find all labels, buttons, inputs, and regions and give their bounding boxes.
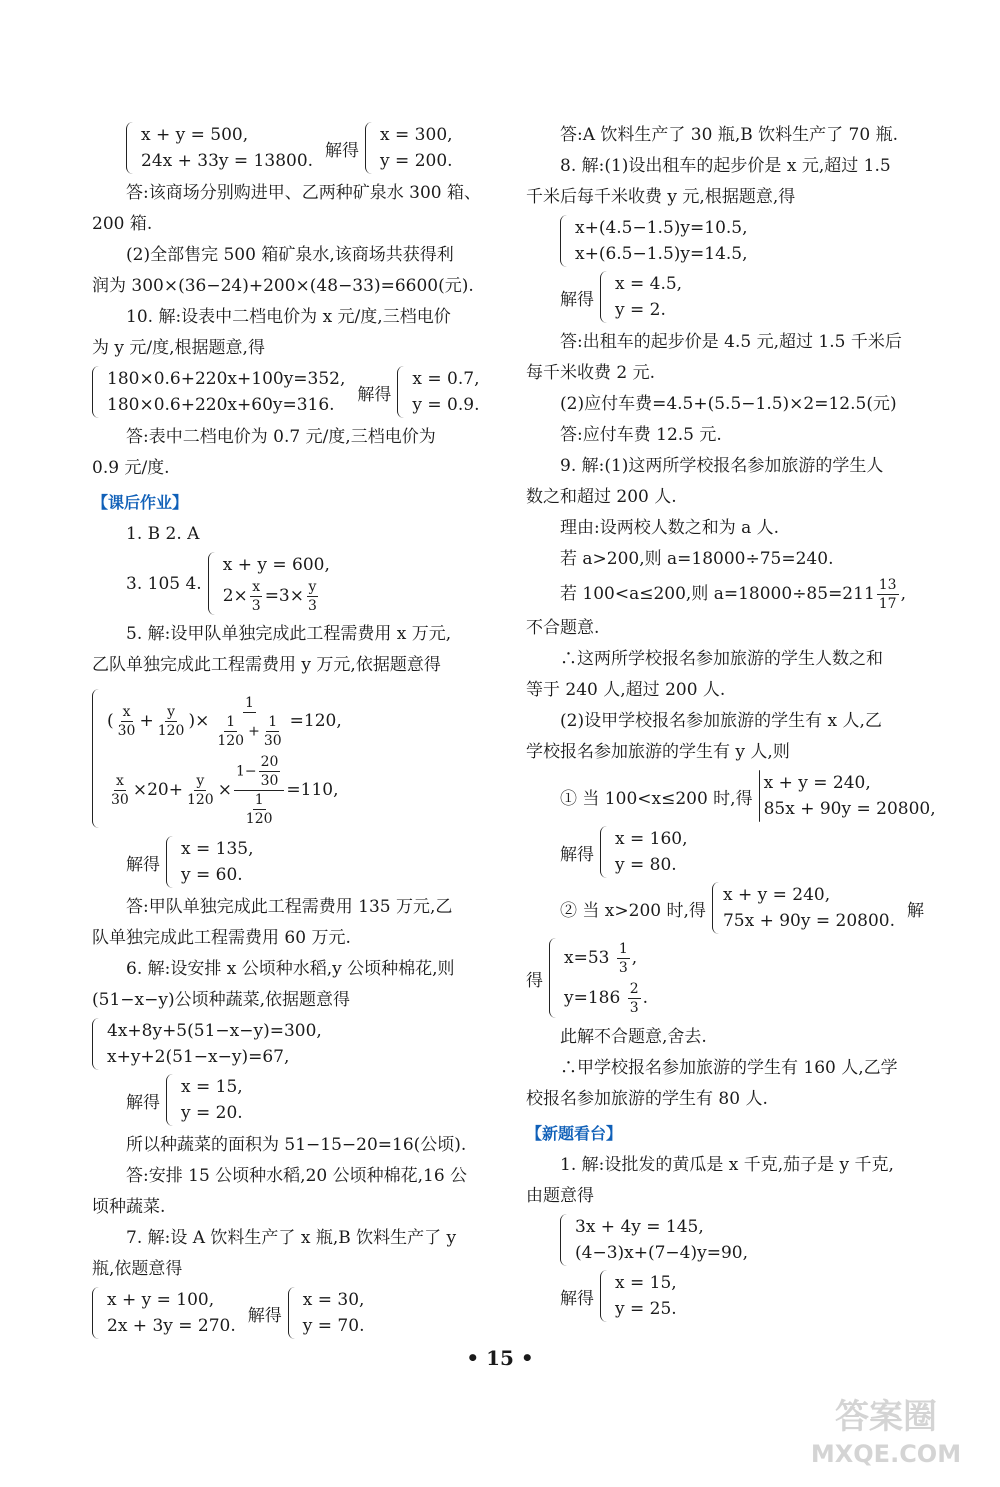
text-line: 为 y 元/度,根据题意,得	[92, 338, 265, 358]
text-line: (2)应付车费=4.5+(5.5−1.5)×2=12.5(元)	[560, 394, 897, 414]
text-line: 8. 解:(1)设出租车的起步价是 x 元,超过 1.5	[560, 156, 891, 176]
text-line: 1. 解:设批发的黄瓜是 x 千克,茄子是 y 千克,	[560, 1155, 894, 1175]
solve-label: 解得	[357, 384, 392, 405]
brace	[560, 1214, 571, 1266]
equation-system	[92, 836, 496, 888]
brace	[712, 882, 719, 934]
brace	[549, 938, 560, 1018]
equation: 75x + 90y = 20800.	[722, 911, 895, 931]
brace	[208, 552, 219, 615]
equation: 3x + 4y = 145,	[575, 1217, 704, 1237]
equation: y = 60.	[181, 865, 243, 885]
equation-system	[92, 1287, 496, 1339]
equation: x+(6.5−1.5)y=14.5,	[575, 244, 748, 264]
equation-system	[526, 882, 930, 934]
text-line: 200 箱.	[92, 214, 153, 234]
text-line: 此解不合题意,舍去.	[560, 1027, 707, 1047]
equation-system	[526, 1270, 930, 1322]
equation: x = 300,	[380, 125, 453, 145]
brace	[92, 366, 103, 418]
text-line: (2)设甲学校报名参加旅游的学生有 x 人,乙	[560, 711, 882, 731]
svg-text:答案圈: 答案圈	[835, 1397, 937, 1437]
equation: 180×0.6+220x+60y=316.	[107, 395, 335, 415]
text-line: 等于 240 人,超过 200 人.	[526, 680, 726, 700]
svg-text:MXQE.COM: MXQE.COM	[810, 1440, 962, 1468]
text-line: 答:安排 15 公顷种水稻,20 公顷种棉花,16 公	[126, 1166, 468, 1186]
solve-label: 解得	[126, 1092, 160, 1113]
text-line: 答:表中二档电价为 0.7 元/度,三档电价为	[126, 427, 436, 447]
equation-system	[526, 215, 930, 267]
section-heading: 【课后作业】	[92, 493, 189, 512]
text-line: 千米后每千米收费 y 元,根据题意,得	[526, 187, 796, 207]
equation: x = 0.7,	[412, 369, 480, 389]
equation: 4x+8y+5(51−x−y)=300,	[107, 1021, 322, 1041]
text-line: 队单独完成此工程需费用 60 万元.	[92, 928, 351, 948]
text-line: 理由:设两校人数之和为 a 人.	[560, 518, 780, 538]
equation-system	[526, 1214, 930, 1266]
equation: y = 0.9.	[412, 395, 480, 415]
text-line: 答:该商场分别购进甲、乙两种矿泉水 300 箱、	[126, 183, 481, 203]
section-heading: 【新题看台】	[526, 1124, 623, 1143]
equation: x + y = 240,	[722, 885, 831, 905]
equation: x = 30,	[302, 1290, 365, 1310]
brace	[166, 1074, 177, 1126]
text-line: 所以种蔬菜的面积为 51−15−20=16(公顷).	[126, 1135, 467, 1155]
text-line: 5. 解:设甲队单独完成此工程需费用 x 万元,	[126, 624, 452, 644]
equation-system	[526, 770, 936, 822]
brace	[600, 1270, 611, 1322]
text-line: (51−x−y)公顷种蔬菜,依据题意得	[92, 990, 350, 1010]
text-line: 7. 解:设 A 饮料生产了 x 瓶,B 饮料生产了 y	[126, 1228, 457, 1248]
equation: x = 160,	[615, 829, 688, 849]
text-line: 答:甲队单独完成此工程需费用 135 万元,乙	[126, 897, 453, 917]
equation-system	[92, 552, 496, 615]
brace	[600, 826, 611, 878]
text-line: ∴甲学校报名参加旅游的学生有 160 人,乙学	[560, 1058, 898, 1078]
equation: y = 2.	[615, 300, 666, 320]
solve-label: 解得	[247, 1305, 282, 1326]
equation: $\frac{x}{30}$ ×20+ $\frac{y}{120}$ × 1− $\frac{20}{30}$ $\frac{1}{120}$ =110,	[111, 754, 339, 827]
equation: x = 135,	[181, 839, 254, 859]
equation: ( $\frac{x}{30}$ + $\frac{y}{120}$ )× 1 $\frac{1}{120}$ + $\frac{1}{30}$ =120,	[107, 694, 342, 749]
equation: x+y+2(51−x−y)=67,	[107, 1047, 290, 1067]
brace	[600, 271, 611, 323]
equation: 24x + 33y = 13800.	[141, 151, 314, 171]
equation-system	[92, 1018, 496, 1070]
text-line: 瓶,依题意得	[92, 1259, 183, 1279]
case-label: ① 当 100<x≤200 时,得	[560, 788, 753, 809]
equation: x = 4.5,	[615, 274, 683, 294]
text-line: 不合题意.	[526, 618, 600, 638]
brace	[92, 1287, 103, 1339]
equation: y = 20.	[181, 1103, 243, 1123]
equation: y = 200.	[380, 151, 453, 171]
page-number: • 15 •	[466, 1346, 534, 1370]
equation: 180×0.6+220x+100y=352,	[107, 369, 346, 389]
text-line: (2)全部售完 500 箱矿泉水,该商场共获得利	[126, 245, 454, 265]
equation: 2x + 3y = 270.	[107, 1316, 236, 1336]
equation: y = 80.	[615, 855, 677, 875]
text-line: 6. 解:设安排 x 公顷种水稻,y 公顷种棉花,则	[126, 959, 455, 979]
text-line: 答:出租车的起步价是 4.5 元,超过 1.5 千米后	[560, 332, 902, 352]
text-line: 答:A 饮料生产了 30 瓶,B 饮料生产了 70 瓶.	[560, 125, 898, 145]
answer-label: 3. 105 4.	[126, 573, 202, 594]
text-line: 若 100<a≤200,则 a=18000÷85=211 $\frac{13}{17}$ ,	[560, 577, 906, 612]
solve-label: 解得	[126, 854, 160, 875]
watermark-logo	[796, 1388, 976, 1472]
text-line: 数之和超过 200 人.	[526, 487, 677, 507]
brace	[288, 1287, 299, 1339]
equation-system	[526, 938, 930, 1018]
text-line: 若 a>200,则 a=18000÷75=240.	[560, 549, 834, 569]
equation-system	[92, 689, 496, 828]
text-line: 1. B 2. A	[126, 524, 200, 544]
equation: x + y = 100,	[107, 1290, 215, 1310]
equation-system	[92, 1074, 496, 1126]
brace	[166, 836, 177, 888]
text-line: 校报名参加旅游的学生有 80 人.	[526, 1089, 768, 1109]
equation: x + y = 600,	[222, 555, 330, 575]
solve-label: 解得	[560, 1288, 594, 1309]
text-line: 0.9 元/度.	[92, 458, 170, 478]
equation-system	[526, 271, 930, 323]
case-label: ② 当 x>200 时,得	[560, 900, 706, 921]
equation: y = 70.	[302, 1316, 365, 1336]
text-line: 由题意得	[526, 1186, 594, 1206]
text-line: 乙队单独完成此工程需费用 y 万元,依据题意得	[92, 655, 441, 675]
brace	[365, 122, 376, 174]
equation-system	[526, 826, 930, 878]
equation: x + y = 240,	[763, 773, 871, 793]
right-column	[526, 120, 936, 1326]
equation: (4−3)x+(7−4)y=90,	[575, 1243, 748, 1263]
text-line: 润为 300×(36−24)+200×(48−33)=6600(元).	[92, 276, 474, 296]
text-line: 10. 解:设表中二档电价为 x 元/度,三档电价	[126, 307, 451, 327]
equation: x=53 $\frac{1}{3}$ ,	[564, 941, 638, 976]
equation: x+(4.5−1.5)y=10.5,	[575, 218, 748, 238]
equation: 2× $\frac{x}{3}$ =3× $\frac{y}{3}$	[222, 579, 317, 614]
text-line: 每千米收费 2 元.	[526, 363, 656, 383]
equation: x + y = 500,	[141, 125, 249, 145]
equation: x = 15,	[615, 1273, 677, 1293]
text-line: 解	[907, 900, 924, 921]
equation: y=186 $\frac{2}{3}$ .	[564, 981, 649, 1016]
equation: x = 15,	[181, 1077, 243, 1097]
brace	[126, 122, 137, 174]
brace	[759, 770, 760, 822]
solve-label: 得	[526, 970, 543, 991]
text-line: 答:应付车费 12.5 元.	[560, 425, 722, 445]
brace	[560, 215, 571, 267]
equation-system	[92, 366, 496, 418]
equation: 85x + 90y = 20800,	[763, 799, 936, 819]
text-line: 顷种蔬菜.	[92, 1197, 166, 1217]
text-line: ∴这两所学校报名参加旅游的学生人数之和	[560, 649, 883, 669]
brace	[92, 1018, 103, 1070]
text-line: 学校报名参加旅游的学生有 y 人,则	[526, 742, 790, 762]
solve-label: 解得	[325, 140, 360, 161]
equation: y = 25.	[615, 1299, 677, 1319]
brace	[397, 366, 408, 418]
text-line: 9. 解:(1)这两所学校报名参加旅游的学生人	[560, 456, 884, 476]
solve-label: 解得	[560, 289, 594, 310]
left-column	[92, 120, 496, 1343]
equation-system	[92, 122, 496, 174]
solve-label: 解得	[560, 844, 594, 865]
brace	[92, 689, 103, 828]
